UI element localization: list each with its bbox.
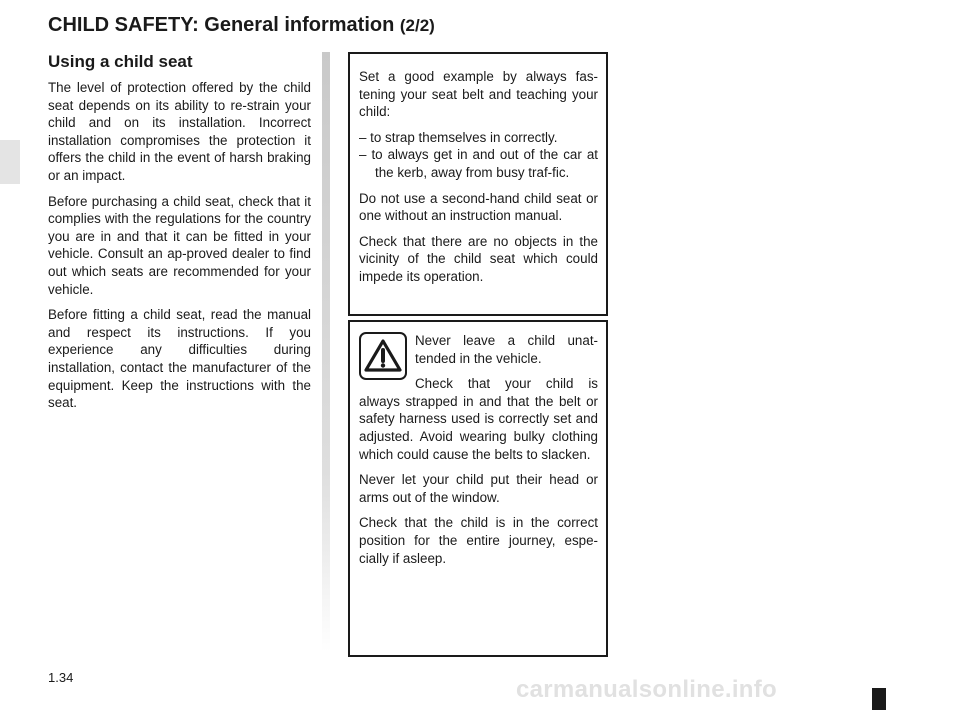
warning-paragraph-4: Check that the child is in the correct position for the entire journey, espe-cially if asleep. (359, 515, 598, 566)
corner-mark (872, 688, 886, 710)
section-heading: Using a child seat (48, 52, 193, 71)
column-divider (322, 52, 330, 652)
warning-box (348, 320, 608, 657)
info-box-intro: Set a good example by always fas-tening your seat belt and teaching your child: (359, 69, 598, 120)
warning-paragraph-3: Never let your child put their head or arms out of the window. (359, 472, 598, 505)
page-number: 1.34 (48, 670, 74, 685)
info-box-paragraph-2: Do not use a second-hand child seat or one without an instruction manual. (359, 190, 598, 224)
info-box-list (359, 129, 598, 182)
left-paragraph-2: Before purchasing a child seat, check that it complies with the regulations for the country you are in and that it can be fitted in your vehicle. Consult an ap-proved dealer to find out which seats are recommended for your vehicle. (48, 193, 311, 297)
page-title-main: CHILD SAFETY: General information (48, 14, 395, 36)
warning-triangle-icon (359, 332, 407, 380)
warning-paragraph-2: Check that your child is always strapped in and that the belt or safety harness used is correctly set and adjusted. Avoid wearing bulky clothing which could cause the belts to slacken. (359, 376, 598, 462)
list-item: – to always get in and out of the car at the kerb, away from busy traf-fic. (359, 147, 598, 180)
warning-paragraph-1: Never leave a child unat-tended in the vehicle. (415, 333, 598, 366)
section-tab (0, 140, 20, 184)
list-item: – to strap themselves in correctly. (359, 129, 558, 145)
watermark: carmanualsonline.info (516, 676, 778, 703)
info-box (348, 52, 608, 316)
left-paragraph-1: The level of protection offered by the child seat depends on its ability to re-strain your child and on its installation. Incorrect installation compromises the protection it offers the child in the event of harsh braking or an impact. (48, 80, 311, 183)
page-title-suffix: (2/2) (399, 16, 435, 35)
info-box-paragraph-3: Check that there are no objects in the vicinity of the child seat which could impede its operation. (359, 233, 598, 284)
left-column (48, 52, 311, 420)
left-paragraph-3: Before fitting a child seat, read the manual and respect its instructions. If you experience any difficulties during installation, contact the manufacturer of the equipment. Keep the instructions with the seat. (48, 307, 311, 411)
page-title (48, 14, 435, 37)
